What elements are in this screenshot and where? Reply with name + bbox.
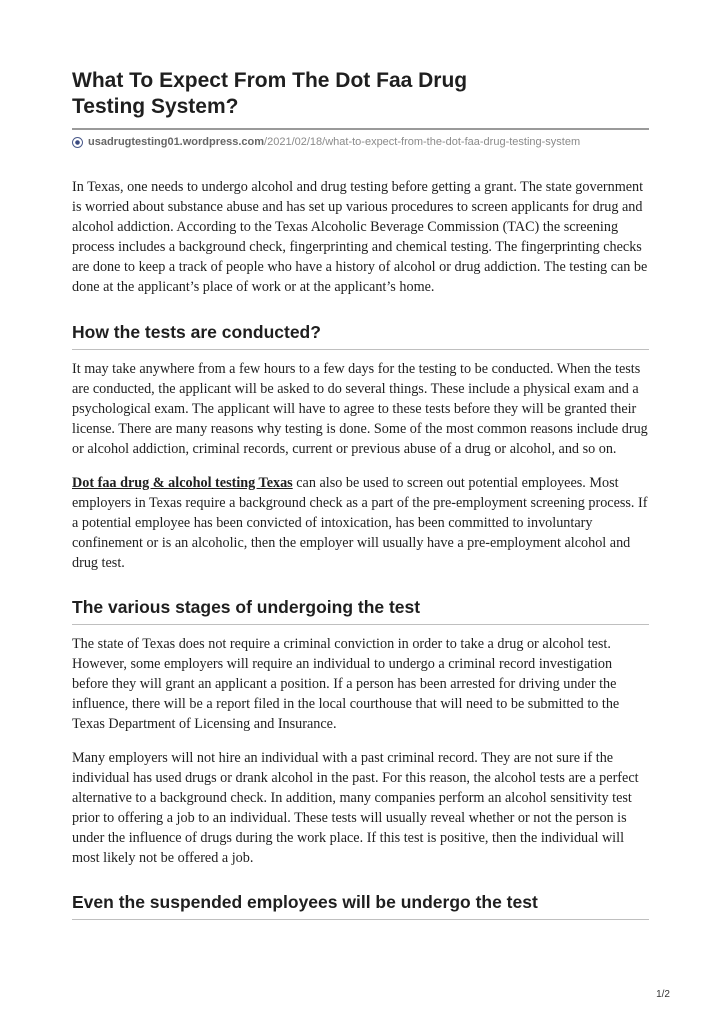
title-divider [72, 128, 649, 130]
source-domain[interactable]: usadrugtesting01.wordpress.com [88, 136, 265, 148]
page-number: 1/2 [656, 989, 670, 1000]
globe-icon [72, 137, 83, 148]
section1-paragraph-2-text: can also be used to screen out potential employees. Most employers in Texas require a background check as a part of the pre-employment screening process. If a potential employee has been convicted of intoxication, has been committed to involuntary confinement or is an alcoholic, then the employer will usually have a pre-employment alcohol and drug test. [72, 475, 648, 571]
section-heading-suspended-employees: Even the suspended employees will be undergo the test [72, 892, 538, 912]
source-line [72, 136, 649, 148]
section-heading-how-tests-conducted: How the tests are conducted? [72, 322, 321, 342]
section2-paragraph-2: Many employers will not hire an individual with a past criminal record. They are not sure if the individual has used drugs or drank alcohol in the past. For this reason, the alcohol tests are a perfect alternative to a background check. In addition, many companies perform an alcohol sensitivity test prior to offering a job to an individual. These tests will usually reveal whether or not the person is under the influence of drugs during the work place. If this test is positive, then the individual will most likely not be offered a job. [72, 750, 639, 866]
section-divider [72, 624, 649, 625]
page-title: What To Expect From The Dot Faa Drug Testing System? [72, 69, 468, 118]
article [72, 0, 649, 929]
dot-faa-testing-link[interactable]: Dot faa drug & alcohol testing Texas [72, 475, 293, 491]
intro-paragraph: In Texas, one needs to undergo alcohol and drug testing before getting a grant. The state government is worried about substance abuse and has set up various procedures to screen applicants for drug and alcohol addiction. According to the Texas Alcoholic Beverage Commission (TAC) the screening process includes a background check, fingerprinting and chemical testing. The fingerprinting checks are done to keep a track of people who have a history of alcohol or drug addiction. The testing can be done at the applicant’s place of work or at the applicant’s home. [72, 179, 648, 295]
section-divider [72, 919, 649, 920]
source-path[interactable]: /2021/02/18/what-to-expect-from-the-dot-faa-drug-testing-system [264, 136, 581, 148]
section-heading-various-stages: The various stages of undergoing the test [72, 597, 421, 617]
section1-paragraph-1: It may take anywhere from a few hours to a few days for the testing to be conducted. When the tests are conducted, the applicant will be asked to do several things. These include a physical exam and a psychological exam. The applicant will have to agree to these tests before they will be granted their license. There are many reasons why testing is done. Some of the most common reasons include drug or alcohol addiction, criminal records, current or previous abuse of a drug or alcohol, and so on. [72, 361, 648, 457]
section2-paragraph-1: The state of Texas does not require a criminal conviction in order to take a drug or alcohol test. However, some employers will require an individual to undergo a criminal record investigation before they will grant an applicant a position. If a person has been arrested for driving under the influence, there will be a report filed in the local courthouse that will need to be submitted to the Texas Department of Licensing and Insurance. [72, 636, 620, 732]
section-divider [72, 349, 649, 350]
section1-paragraph-2 [72, 473, 649, 573]
